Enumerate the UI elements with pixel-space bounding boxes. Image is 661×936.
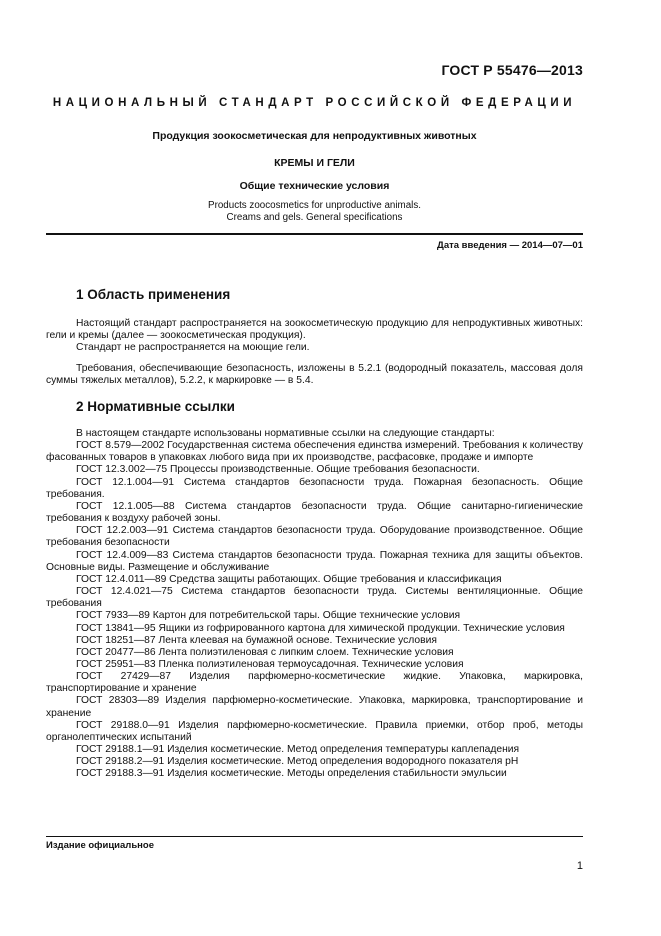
reference-item: ГОСТ 7933—89 Картон для потребительской тары. Общие технические условия xyxy=(76,610,461,622)
footer-divider xyxy=(46,836,583,837)
section-heading-references: 2 Нормативные ссылки xyxy=(76,399,235,414)
reference-item: ГОСТ 12.4.021—75 Система стандартов безопасности труда. Системы вентиляционные. Общие требования xyxy=(46,586,583,610)
reference-item: ГОСТ 12.4.011—89 Средства защиты работающих. Общие требования и классификация xyxy=(76,573,502,585)
document-code: ГОСТ Р 55476—2013 xyxy=(441,62,583,78)
official-edition-label: Издание официальное xyxy=(46,840,154,851)
references-intro: В настоящем стандарте использованы нормативные ссылки на следующие стандарты: xyxy=(76,428,495,439)
reference-item: ГОСТ 18251—87 Лента клеевая на бумажной основе. Технические условия xyxy=(76,634,437,646)
reference-item: ГОСТ 12.3.002—75 Процессы производственные. Общие требования безопасности. xyxy=(76,464,480,476)
national-standard-title: НАЦИОНАЛЬНЫЙ СТАНДАРТ РОССИЙСКОЙ ФЕДЕРАЦИИ xyxy=(52,97,577,109)
reference-item: ГОСТ 12.4.009—83 Система стандартов безопасности труда. Пожарная техника для защиты объектов. Основные виды. Размещение и обслуживание xyxy=(46,549,583,573)
product-title: Продукция зоокосметическая для непродуктивных животных xyxy=(152,130,477,142)
reference-item: ГОСТ 8.579—2002 Государственная система обеспечения единства измерений. Требования к количеству фасованных товаров в упаковках любого вида при их производстве, расфасовке, продаже и импорте xyxy=(46,440,583,464)
reference-item: ГОСТ 25951—83 Пленка полиэтиленовая термоусадочная. Технические условия xyxy=(76,658,464,670)
section-heading-scope: 1 Область применения xyxy=(76,287,231,302)
reference-item: ГОСТ 29188.0—91 Изделия парфюмерно-косметические. Правила приемки, отбор проб, методы органолептических испытаний xyxy=(46,719,583,743)
reference-item: ГОСТ 29188.1—91 Изделия косметические. Метод определения температуры каплепадения xyxy=(76,744,520,756)
reference-item: ГОСТ 27429—87 Изделия парфюмерно-косметические жидкие. Упаковка, маркировка, транспортирование и хранение xyxy=(46,671,583,695)
reference-item: ГОСТ 13841—95 Ящики из гофрированного картона для химической продукции. Технические условия xyxy=(76,622,565,634)
english-title-line-1: Products zoocosmetics for unproductive animals. xyxy=(208,200,421,211)
reference-item: ГОСТ 12.1.005—88 Система стандартов безопасности труда. Общие санитарно-гигиенические требования к воздуху рабочей зоны. xyxy=(46,500,583,525)
reference-item: ГОСТ 12.1.004—91 Система стандартов безопасности труда. Пожарная безопасность. Общие требования. xyxy=(46,476,583,500)
english-title-line-2: Creams and gels. General specifications xyxy=(226,212,403,223)
subtitle: Общие технические условия xyxy=(239,180,390,192)
scope-paragraph: Настоящий стандарт распространяется на зоокосметическую продукцию для непродуктивных животных: гели и кремы (далее — зоокосметическая продукция). xyxy=(46,318,583,342)
english-title xyxy=(46,200,583,224)
title-divider xyxy=(46,233,583,235)
scope-paragraph: Стандарт не распространяется на моющие гели. xyxy=(76,342,310,353)
main-title: КРЕМЫ И ГЕЛИ xyxy=(274,157,355,169)
page-number: 1 xyxy=(576,860,583,872)
introduction-date: Дата введения — 2014—07—01 xyxy=(437,240,583,251)
scope-paragraph: Требования, обеспечивающие безопасность, изложены в 5.2.1 (водородный показатель, массовая доля суммы тяжелых металлов), 5.2.2, к маркировке — в 5.4. xyxy=(46,363,583,387)
reference-item: ГОСТ 20477—86 Лента полиэтиленовая с липким слоем. Технические условия xyxy=(76,646,454,658)
reference-item: ГОСТ 29188.3—91 Изделия косметические. Методы определения стабильности эмульсии xyxy=(76,768,507,780)
references-list xyxy=(46,428,583,781)
reference-item: ГОСТ 29188.2—91 Изделия косметические. Метод определения водородного показателя pH xyxy=(76,756,519,768)
reference-item: ГОСТ 12.2.003—91 Система стандартов безопасности труда. Оборудование производственное. Общие требования безопасности xyxy=(46,525,583,549)
reference-item: ГОСТ 28303—89 Изделия парфюмерно-косметические. Упаковка, маркировка, транспортирование и хранение xyxy=(46,695,583,719)
